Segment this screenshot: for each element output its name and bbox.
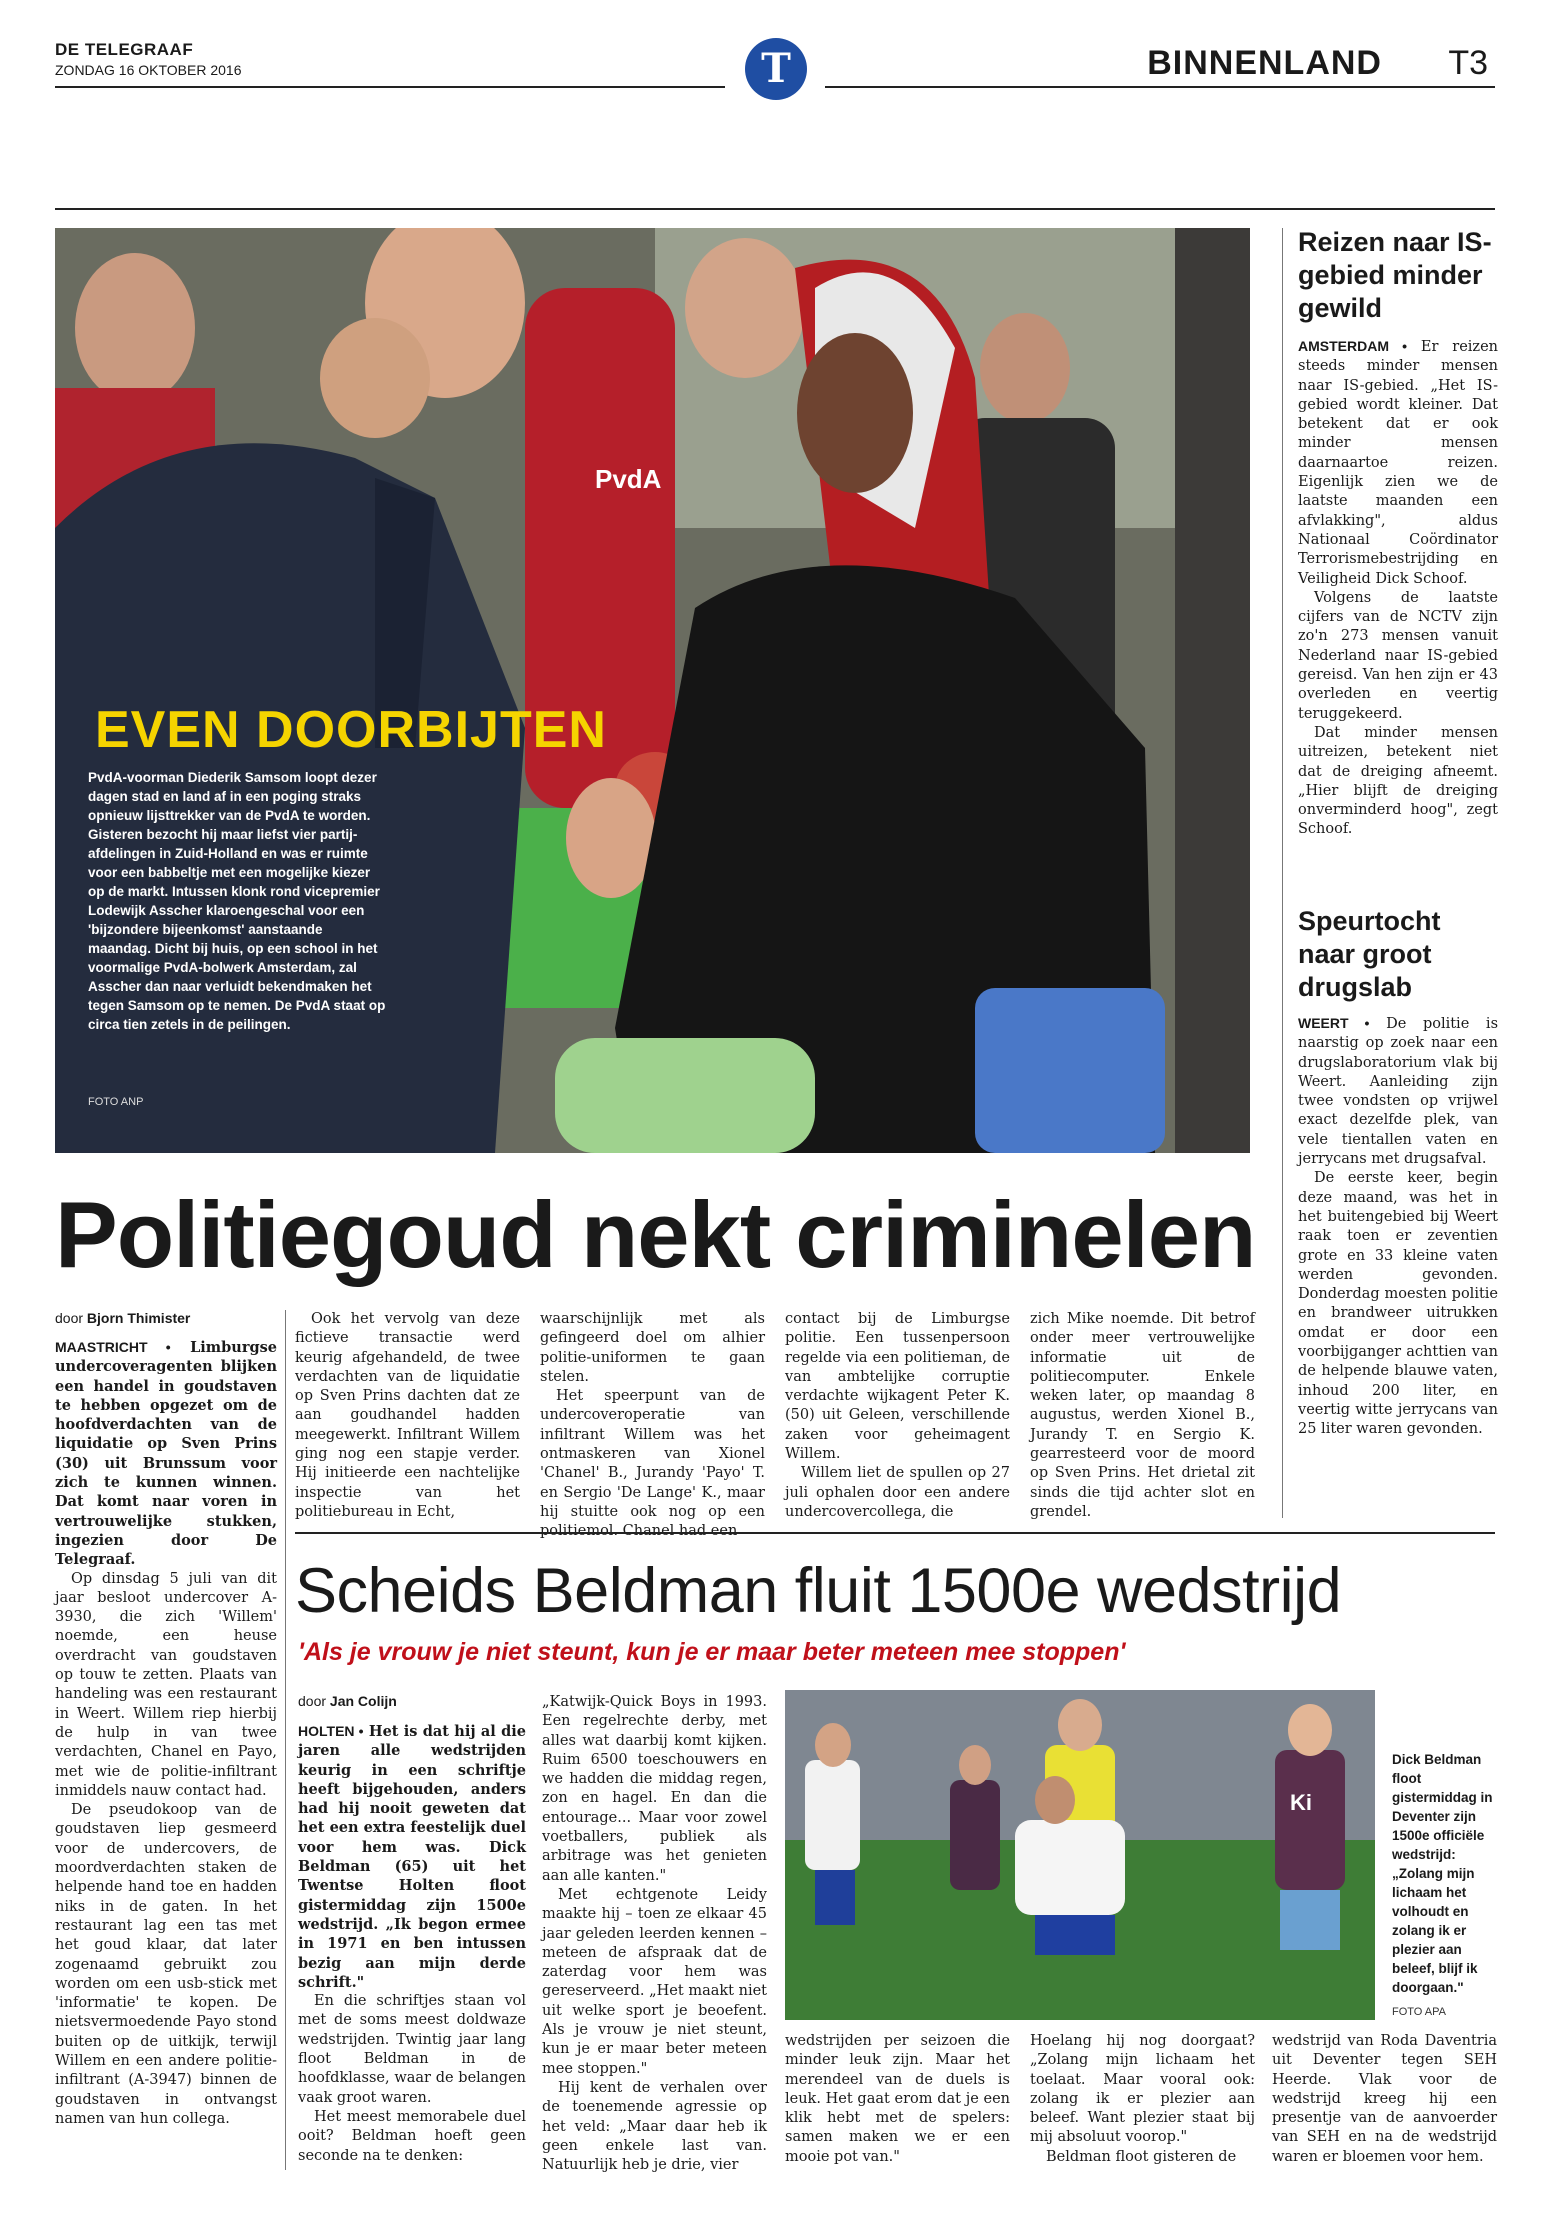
header-rule-right	[825, 86, 1495, 88]
article-column	[1030, 1310, 1255, 1522]
referee-photo	[785, 1690, 1375, 2020]
article-paragraph: De pseudokoop van de goudstaven liep gesmeerd voor de undercovers, de moordverdachten staken de helpende hand toe en hadden niks in de gaten. In het restaurant lag een tas met het goud klaar, dat later zogenaamd gebruikt zou worden om een usb-stick met 'informatie' te kopen. De nietsvermoedende Payo stond buiten op de uitkijk, terwijl Willem en een andere politie-infiltrant (A-3947) binnen de goudstaven in ontvangst namen van hun collega.	[55, 1802, 277, 2127]
referee-photo-caption: Dick Beldman floot gistermiddag in Deventer zijn 1500e officiële wedstrijd: „Zolang mijn lichaam het volhoudt en zolang ik er plezier aan beleef, blijf ik doorgaan."	[1392, 1752, 1493, 1995]
byline-prefix: door	[298, 1693, 327, 1709]
article-headline: Scheids Beldman fluit 1500e wedstrijd	[295, 1556, 1342, 1626]
photo-credit: FOTO APA	[1392, 2006, 1446, 2018]
article-paragraph: Ook het vervolg van deze fictieve transactie werd keurig afgehandeld, de twee verdachten van de liquidatie op Sven Prins dachten dat ze aan goudhandel hadden meegewerkt. Infiltrant Willem ging nog een stapje verder. Hij initieerde een nachtelijke inspectie van het politiebureau in Echt,	[295, 1311, 520, 1520]
byline-prefix: door	[55, 1310, 84, 1326]
byline	[298, 1693, 397, 1709]
article-paragraph: Hoelang hij nog doorgaat? „Zolang mijn lichaam het toelaat. Maar vooral ook: zolang ik er plezier aan beleef. Want plezier staat bij mij absoluut voorop."	[1030, 2033, 1255, 2146]
brief-paragraph: De politie is naarstig op zoek naar een drugslaboratorium vlak bij Weert. Aanleiding zijn twee vondsten op vrijwel exact dezelfde plek, van vele tientallen vaten en jerrycans met drugsafval.	[1298, 1016, 1499, 1168]
newspaper-name: DE TELEGRAAF	[55, 40, 194, 59]
page-number: T3	[1448, 44, 1488, 82]
dateline: HOLTEN •	[298, 1723, 364, 1739]
photo-feature-title: EVEN DOORBIJTEN	[95, 701, 607, 759]
brief-title: Speurtocht naar groot drugslab	[1298, 906, 1441, 1002]
photo-credit: FOTO ANP	[88, 1096, 144, 1108]
football-match-illustration	[785, 1690, 1375, 2020]
brief-paragraph: De eerste keer, begin deze maand, was het in het buitengebied bij Weert raak toen er zeventien grote en 33 kleine vaten werden gevonden. Donderdag moesten politie en brandweer uitrukken omdat er door een voorbijganger achttien van de helpende blauwe vaten, inhoud 200 liter, en veertig witte jerrycans van 25 liter waren gevonden.	[1298, 1170, 1498, 1438]
brief-paragraph: Volgens de laatste cijfers van de NCTV zijn zo'n 273 mensen vanuit Nederland naar IS-gebied gereisd. Van hen zijn er 43 overleden en veertig teruggekeerd.	[1298, 589, 1498, 722]
article-paragraph: En die schriftjes staan vol met de soms meest doldwaze wedstrijden. Twintig jaar lang floot Beldman in de hoofdklasse, waar de belangen vaak groot waren.	[298, 1993, 526, 2106]
article-paragraph: wedstrijd van Roda Daventria uit Deventer tegen SEH Heerde. Vlak voor de wedstrijd kreeg hij een presentje van de aanvoerder van SEH en na de wedstrijd waren er bloemen voor hem.	[1272, 2033, 1497, 2165]
article-column	[295, 1310, 520, 1522]
issue-date: ZONDAG 16 OKTOBER 2016	[55, 62, 242, 78]
article-paragraph: waarschijnlijk met als gefingeerd doel om alhier politie-uniformen te gaan stelen.	[540, 1311, 765, 1385]
brief-paragraph: Er reizen steeds minder mensen naar IS-gebied. „Het IS-gebied wordt kleiner. Dat betekent dat er ook minder mensen daarnaartoe reizen. Eigenlijk zien we de laatste maanden een afvlakking", aldus Nationaal Coördinator Terrorismebestrijding en Veiligheid Dick Schoof.	[1298, 339, 1498, 587]
header-rule-left	[55, 86, 725, 88]
lead-paragraph: Het is dat hij al die jaren alle wedstrijden keurig in een schriftje heeft bijgehouden, anders had hij nooit geweten dat het een extra feestelijk duel voor hem was. Dick Beldman (65) uit het Twentse Holten floot gistermiddag zijn 1500e wedstrijd. „Ik begon ermee in 1971 en ben intussen bezig aan mijn derde schrift."	[298, 1723, 526, 1991]
brief-is-gebied	[1298, 226, 1498, 840]
top-rule	[55, 208, 1495, 210]
brief-title: Reizen naar IS-gebied minder gewild	[1298, 227, 1492, 323]
article-paragraph: Het meest memorabele duel ooit? Beldman hoeft geen seconde na te denken:	[298, 2108, 526, 2164]
brief-drugslab	[1298, 905, 1498, 1440]
article-subheadline: 'Als je vrouw je niet steunt, kun je er maar beter meteen mee stoppen'	[298, 1638, 1126, 1666]
photo-feature-caption: PvdA-voorman Diederik Samsom loopt dezer dagen stad en land af in een poging straks opnieuw lijsttrekker van de PvdA te worden. Gisteren bezocht hij maar liefst vier partij-afdelingen in Zuid-Holland en was er ruimte voor een babbeltje met een mogelijke kiezer op de markt. Intussen klonk rond vicepremier Lodewijk Asscher klaroengeschal voor een 'bijzondere bijeenkomst' aanstaande maandag. Dicht bij huis, op een school in het voormalige PvdA-bolwerk Amsterdam, zal Asscher dan naar verluidt bekendmaken het tegen Samsom op te nemen. De PvdA staat op circa tien zetels in de peilingen.	[88, 770, 386, 1032]
article-paragraph: contact bij de Limburgse politie. Een tussenpersoon regelde via een politieman, de van ambtelijke corruptie verdachte wijkagent Peter K. (50) uit Geleen, verschillende zaken voor geheimagent Willem.	[785, 1311, 1010, 1463]
column-rule	[1282, 228, 1283, 1518]
article-paragraph: wedstrijden per seizoen die minder leuk zijn. Maar het merendeel van de duels is leuk. Het gaat erom dat je een klik hebt met de spelers: samen maken we er een mooie pot van."	[785, 2033, 1010, 2165]
column-rule	[285, 1310, 286, 2170]
article-paragraph: „Katwijk-Quick Boys in 1993. Een regelrechte derby, met alles wat daarbij komt kijken. Ruim 6500 toeschouwers en we hadden die middag regen, zon en hagel. En dan die entourage... Maar voor zowel voetballers, publiek als arbitrage was het genieten aan alle kanten."	[542, 1694, 767, 1884]
article-paragraph: Willem liet de spullen op 27 juli ophalen door een andere undercovercollega, die	[785, 1465, 1010, 1520]
article-paragraph: Beldman floot gisteren de	[1046, 2148, 1237, 2165]
section-title: BINNENLAND	[1147, 44, 1382, 82]
article-column	[55, 1338, 277, 2129]
dateline: WEERT •	[1298, 1015, 1370, 1031]
author-name: Bjorn Thimister	[86, 1310, 191, 1326]
article-column	[1272, 2032, 1497, 2167]
article-column	[1030, 2032, 1255, 2167]
article-paragraph: Met echtgenote Leidy maakte hij – toen ze elkaar 45 jaar geleden leerden kennen – meteen de afspraak dat de zaterdag voor hem was gereserveerd. „Het maakt niet uit welke sport je beoefent. Als je vrouw je niet steunt, kun je er maar beter meteen mee stoppen."	[542, 1886, 767, 2077]
article-column	[785, 2032, 1010, 2167]
article-paragraph: Op dinsdag 5 juli van dit jaar besloot undercover A-3930, die zich 'Willem' noemde, een heuse overdracht van goudstaven op touw te zetten. Plaats van handeling was een restaurant in Weert. Willem riep hierbij de hulp in van twee verdachten, Chanel en Payo, met wie de politie-infiltrant inmiddels nauw contact had.	[55, 1570, 277, 1799]
article-paragraph: zich Mike noemde. Dit betrof onder meer vertrouwelijke informatie uit de politiecomputer. Enkele weken later, op maandag 8 augustus, werden Xionel B., Jurandy T. en Sergio K. gearresteerd voor de moord op Sven Prins. Het drietal zit sinds die tijd achter slot en grendel.	[1030, 1311, 1255, 1520]
article-column	[542, 1693, 767, 2175]
lead-paragraph: Limburgse undercoveragenten blijken een handel in goudstaven te hebben opgezet om de hoofdverdachten van de liquidatie op Sven Prins (30) uit Brunssum voor zich te kunnen winnen. Dat komt naar voren in vertrouwelijke stukken, ingezien door De Telegraaf.	[55, 1339, 277, 1569]
article-rule	[295, 1532, 1495, 1534]
article-paragraph: Hij kent de verhalen over de toenemende agressie op het veld: „Maar daar heb ik geen enkele last van. Natuurlijk heb je drie, vier	[542, 2079, 767, 2174]
article-column	[785, 1310, 1010, 1522]
brief-paragraph: Dat minder mensen uitreizen, betekent niet dat de dreiging afneemt. „Hier blijft de dreiging onverminderd hoog", zegt Schoof.	[1298, 724, 1498, 838]
jacket-logo-text: PvdA	[595, 464, 662, 494]
article-headline: Politiegoud nekt criminelen	[55, 1182, 1256, 1287]
byline	[55, 1310, 190, 1326]
dateline: AMSTERDAM •	[1298, 338, 1408, 354]
article-column	[298, 1722, 526, 2166]
article-paragraph: Het speerpunt van de undercoveroperatie van infiltrant Willem was het ontmaskeren van Xionel 'Chanel' B., Jurandy 'Payo' T. en Sergio 'De Lange' K., maar hij stuitte ook nog op een	[540, 1388, 765, 1520]
dateline: MAASTRICHT •	[55, 1339, 171, 1355]
telegraaf-logo-icon: T	[745, 38, 807, 100]
author-name: Jan Colijn	[329, 1693, 397, 1709]
article-column	[540, 1310, 765, 1542]
shirt-sponsor-text: Ki	[1290, 1790, 1312, 1815]
